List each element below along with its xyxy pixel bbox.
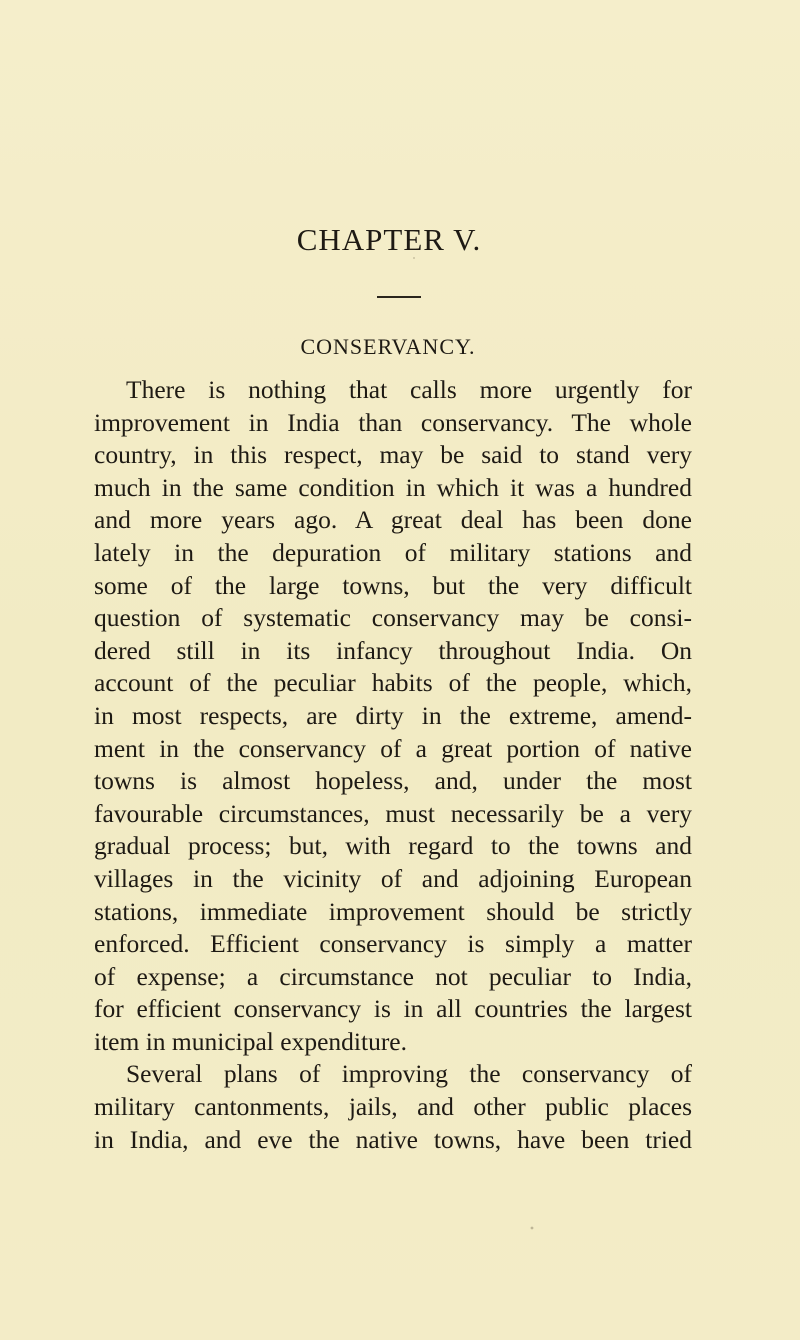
text-line: account of the peculiar habits of the people, which, <box>94 668 692 698</box>
text-line: and more years ago. A great deal has been done <box>94 505 692 535</box>
text-line: lately in the depuration of military stations and <box>94 537 692 567</box>
text-line: country, in this respect, may be said to stand very <box>94 440 692 470</box>
chapter-title: CHAPTER V. <box>296 222 482 257</box>
body-text <box>94 374 692 1156</box>
text-line: dered still in its infancy throughout India. On <box>94 635 692 665</box>
text-line: villages in the vicinity of and adjoining European <box>94 863 692 893</box>
text-line: favourable circumstances, must necessarily be a very <box>94 798 692 828</box>
text-line: military cantonments, jails, and other public places <box>94 1092 692 1122</box>
text-line: question of systematic conservancy may be consi- <box>94 603 692 633</box>
text-line: for efficient conservancy is in all countries the largest <box>94 994 692 1024</box>
text-line: stations, immediate improvement should be strictly <box>94 896 692 926</box>
text-line: There is nothing that calls more urgently for <box>126 375 692 404</box>
text-line: in India, and eve the native towns, have been tried <box>94 1124 692 1154</box>
section-title: CONSERVANCY. <box>300 334 476 359</box>
text-line: some of the large towns, but the very difficult <box>94 570 692 600</box>
text-line: much in the same condition in which it was a hundred <box>94 472 692 502</box>
text-line: enforced. Efficient conservancy is simply a matter <box>94 929 692 959</box>
text-line: Several plans of improving the conservancy of <box>126 1059 692 1089</box>
text-line: in most respects, are dirty in the extreme, amend- <box>94 700 692 730</box>
text-line: gradual process; but, with regard to the towns and <box>94 831 692 861</box>
text-line: improvement in India than conservancy. The whole <box>94 407 692 437</box>
text-line: of expense; a circumstance not peculiar to India, <box>94 961 692 991</box>
text-line: ment in the conservancy of a great portion of native <box>94 733 692 763</box>
title-divider-rule <box>377 296 421 298</box>
text-line: towns is almost hopeless, and, under the most <box>94 766 692 796</box>
text-line: item in municipal expenditure. <box>94 1026 407 1056</box>
